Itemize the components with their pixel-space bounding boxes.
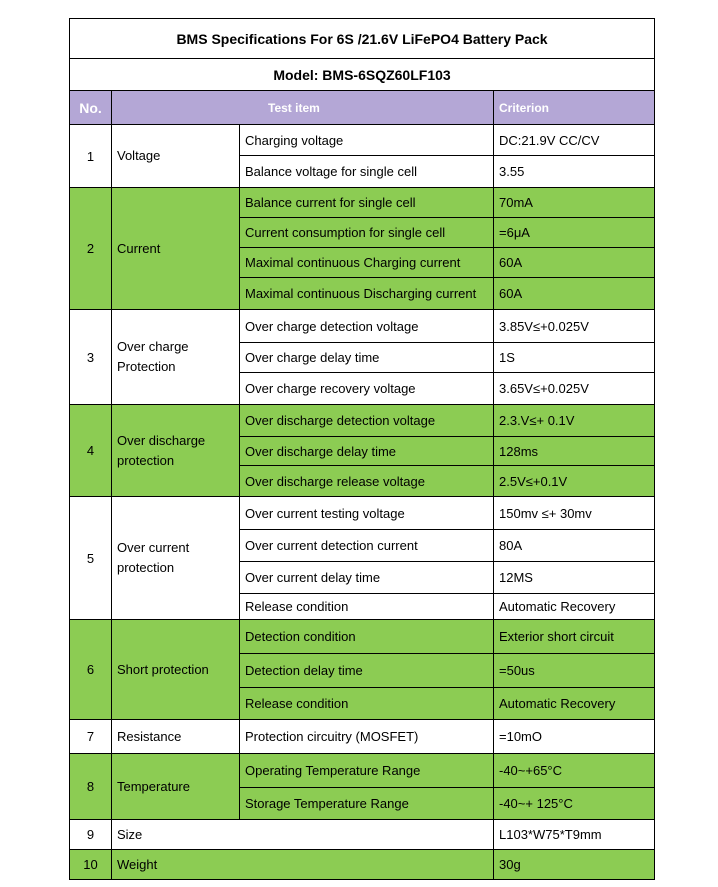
criterion-value: 70mA [494, 188, 655, 218]
table-row [70, 754, 655, 788]
table-row [70, 310, 655, 343]
category-name: Temperature [112, 754, 240, 820]
criterion-value: 2.3.V≤+ 0.1V [494, 405, 655, 437]
criterion-value: 80A [494, 530, 655, 562]
test-item: Storage Temperature Range [240, 788, 494, 820]
header-criterion: Criterion [494, 91, 655, 125]
bms-spec-table [69, 18, 655, 880]
category-name: Size [112, 820, 494, 850]
test-item: Maximal continuous Discharging current [240, 278, 494, 310]
test-item: Release condition [240, 594, 494, 620]
table-row [70, 620, 655, 654]
category-name: Voltage [112, 125, 240, 188]
test-item: Over charge detection voltage [240, 310, 494, 343]
criterion-value: Automatic Recovery [494, 688, 655, 720]
row-number: 9 [70, 820, 112, 850]
criterion-value: =50us [494, 654, 655, 688]
criterion-value: 2.5V≤+0.1V [494, 466, 655, 497]
test-item: Charging voltage [240, 125, 494, 156]
category-name: Weight [112, 850, 494, 880]
criterion-value: Automatic Recovery [494, 594, 655, 620]
test-item: Detection condition [240, 620, 494, 654]
test-item: Over current testing voltage [240, 497, 494, 530]
row-number: 2 [70, 188, 112, 310]
test-item: Over charge delay time [240, 343, 494, 373]
criterion-value: 150mv ≤+ 30mv [494, 497, 655, 530]
category-name: Resistance [112, 720, 240, 754]
test-item: Over current detection current [240, 530, 494, 562]
test-item: Protection circuitry (MOSFET) [240, 720, 494, 754]
document-title: BMS Specifications For 6S /21.6V LiFePO4 Battery Pack [70, 19, 655, 59]
table-row [70, 850, 655, 880]
test-item: Balance voltage for single cell [240, 156, 494, 188]
criterion-value: 128ms [494, 437, 655, 466]
test-item: Over current delay time [240, 562, 494, 594]
row-number: 5 [70, 497, 112, 620]
test-item: Operating Temperature Range [240, 754, 494, 788]
criterion-value: L103*W75*T9mm [494, 820, 655, 850]
row-number: 6 [70, 620, 112, 720]
table-row [70, 497, 655, 530]
criterion-value: 60A [494, 248, 655, 278]
row-number: 10 [70, 850, 112, 880]
criterion-value: =10mO [494, 720, 655, 754]
test-item: Current consumption for single cell [240, 218, 494, 248]
header-no: No. [70, 91, 112, 125]
category-name: Current [112, 188, 240, 310]
table-row [70, 720, 655, 754]
test-item: Over discharge detection voltage [240, 405, 494, 437]
criterion-value: -40~+65°C [494, 754, 655, 788]
criterion-value: 3.85V≤+0.025V [494, 310, 655, 343]
category-name: Short protection [112, 620, 240, 720]
category-name: Over charge Protection [112, 310, 240, 405]
criterion-value: DC:21.9V CC/CV [494, 125, 655, 156]
criterion-value: -40~+ 125°C [494, 788, 655, 820]
table-row [70, 125, 655, 156]
table-row [70, 188, 655, 218]
criterion-value: Exterior short circuit [494, 620, 655, 654]
test-item: Release condition [240, 688, 494, 720]
test-item: Over discharge delay time [240, 437, 494, 466]
header-test-item: Test item [112, 91, 494, 125]
category-name: Over discharge protection [112, 405, 240, 497]
row-number: 4 [70, 405, 112, 497]
row-number: 8 [70, 754, 112, 820]
category-name: Over current protection [112, 497, 240, 620]
test-item: Detection delay time [240, 654, 494, 688]
header-row [70, 91, 655, 125]
model-number: Model: BMS-6SQZ60LF103 [70, 59, 655, 91]
test-item: Over discharge release voltage [240, 466, 494, 497]
criterion-value: 30g [494, 850, 655, 880]
table-row [70, 405, 655, 437]
row-number: 1 [70, 125, 112, 188]
row-number: 3 [70, 310, 112, 405]
criterion-value: 3.55 [494, 156, 655, 188]
criterion-value: 12MS [494, 562, 655, 594]
row-number: 7 [70, 720, 112, 754]
test-item: Over charge recovery voltage [240, 373, 494, 405]
test-item: Balance current for single cell [240, 188, 494, 218]
table-row [70, 820, 655, 850]
criterion-value: =6μA [494, 218, 655, 248]
criterion-value: 1S [494, 343, 655, 373]
criterion-value: 3.65V≤+0.025V [494, 373, 655, 405]
test-item: Maximal continuous Charging current [240, 248, 494, 278]
criterion-value: 60A [494, 278, 655, 310]
